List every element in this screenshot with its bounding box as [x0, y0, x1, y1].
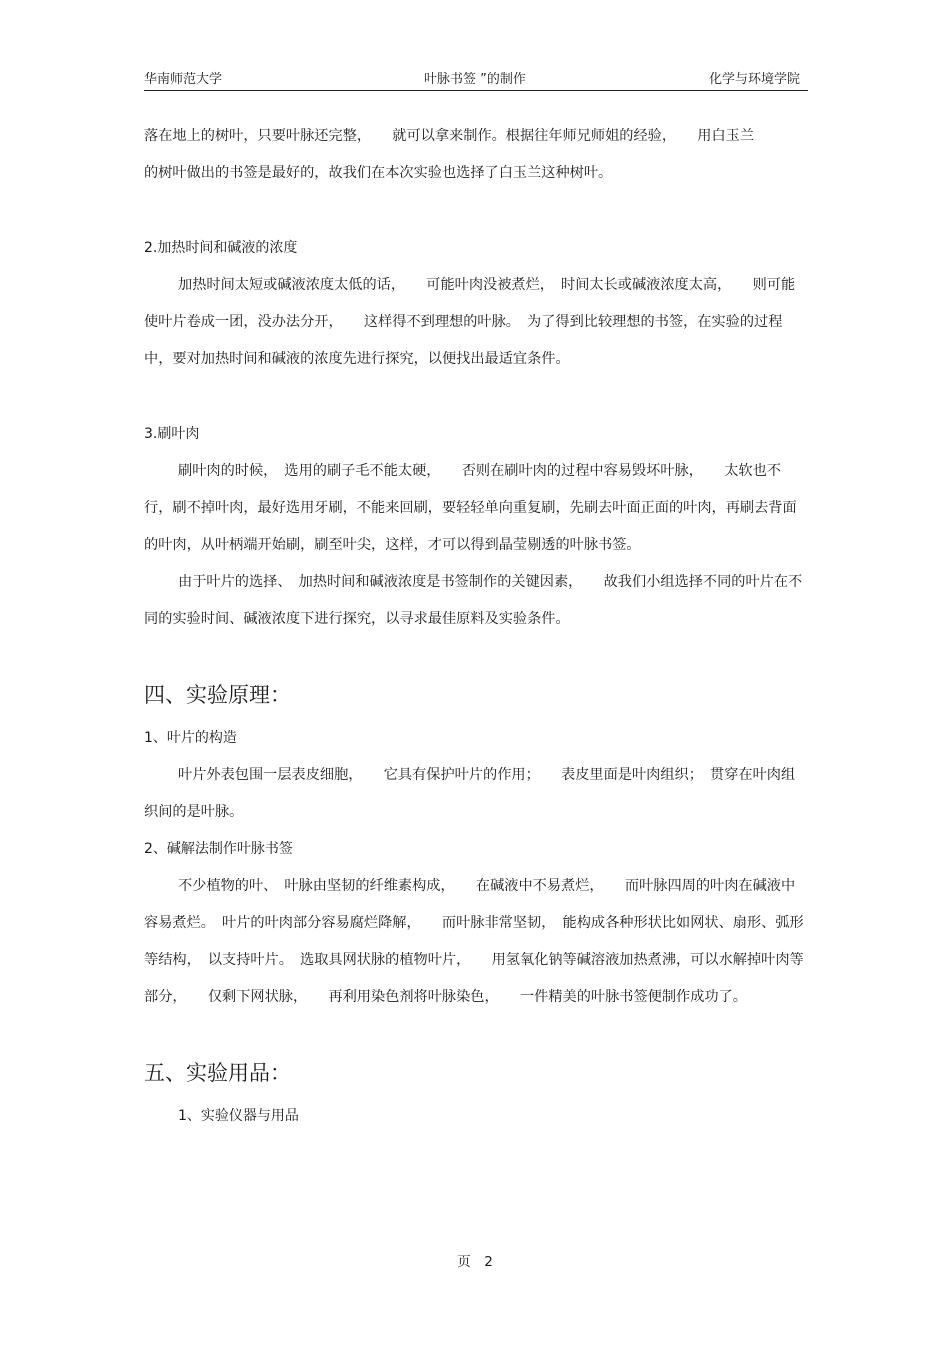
- chapter-heading-principle: 四、实验原理：: [144, 683, 291, 707]
- paragraph-key-factors: 由于叶片的选择、 加热时间和碱液浓度是书签制作的关键因素， 故我们小组选择不同的叶片在不同的实验时间、碱液浓度下进行探究，以寻求最佳原料及实验条件。: [144, 574, 803, 627]
- page-number: 页 2: [457, 1254, 493, 1270]
- paragraph-heating: 加热时间太短或碱液浓度太低的话， 可能叶肉没被煮烂， 时间太长或碱液浓度太高， 则可能使叶片卷成一团，没办法分开， 这样得不到理想的叶脉。 为了得到比较理想的书签，在实验的过程中，要对加热时间和碱液的浓度先进行探究，以便找出最适宜条件。: [144, 277, 796, 367]
- section-heading-leaf-structure: 1、叶片的构造: [144, 730, 237, 746]
- chapter-heading-materials: 五、实验用品：: [144, 1061, 291, 1085]
- header-department: 化学与环境学院: [708, 72, 800, 87]
- section-heading-heating: 2.加热时间和碱液的浓度: [144, 240, 298, 256]
- section-heading-instruments: 1、实验仪器与用品: [178, 1108, 299, 1124]
- page-content: [144, 118, 808, 1135]
- header-divider: [144, 90, 808, 91]
- paragraph-leaf-choice-line1: 落在地上的树叶，只要叶脉还完整， 就可以拿来制作。根据往年师兄师姐的经验， 用白玉兰: [144, 128, 755, 144]
- header-title: 叶脉书签 ”的制作: [424, 72, 526, 87]
- page-header: [144, 66, 808, 88]
- paragraph-brushing: 刷叶肉的时候， 选用的刷子毛不能太硬， 否则在刷叶肉的过程中容易毁坏叶脉， 太软也不行，刷不掉叶肉，最好选用牙刷，不能来回刷，要轻轻单向重复刷，先刷去叶面正面的叶肉，再刷去背面的叶肉，从叶柄端开始刷，刷至叶尖，这样，才可以得到晶莹剔透的叶脉书签。: [144, 463, 797, 553]
- paragraph-leaf-choice-line2: 的树叶做出的书签是最好的，故我们在本次实验也选择了白玉兰这种树叶。: [144, 165, 613, 181]
- paragraph-leaf-structure: 叶片外表包围一层表皮细胞， 它具有保护叶片的作用； 表皮里面是叶肉组织； 贯穿在叶肉组织间的是叶脉。: [144, 767, 796, 820]
- header-university: 华南师范大学: [144, 72, 223, 87]
- paragraph-alkali-method: 不少植物的叶、 叶脉由坚韧的纤维素构成， 在碱液中不易煮烂， 而叶脉四周的叶肉在碱液中容易煮烂。 叶片的叶肉部分容易腐烂降解， 而叶脉非常坚韧， 能构成各种形状比如网状、扇形、弧形等结构， 以支持叶片。 选取具网状脉的植物叶片， 用氢氧化钠等碱溶液加热煮沸，可以水解掉叶肉等部分， 仅剩下网状脉， 再利用染色剂将叶脉染色， 一件精美的叶脉书签便制作成功了。: [144, 878, 804, 1005]
- section-heading-brushing: 3.刷叶肉: [144, 426, 200, 442]
- section-heading-alkali-method: 2、碱解法制作叶脉书签: [144, 841, 293, 857]
